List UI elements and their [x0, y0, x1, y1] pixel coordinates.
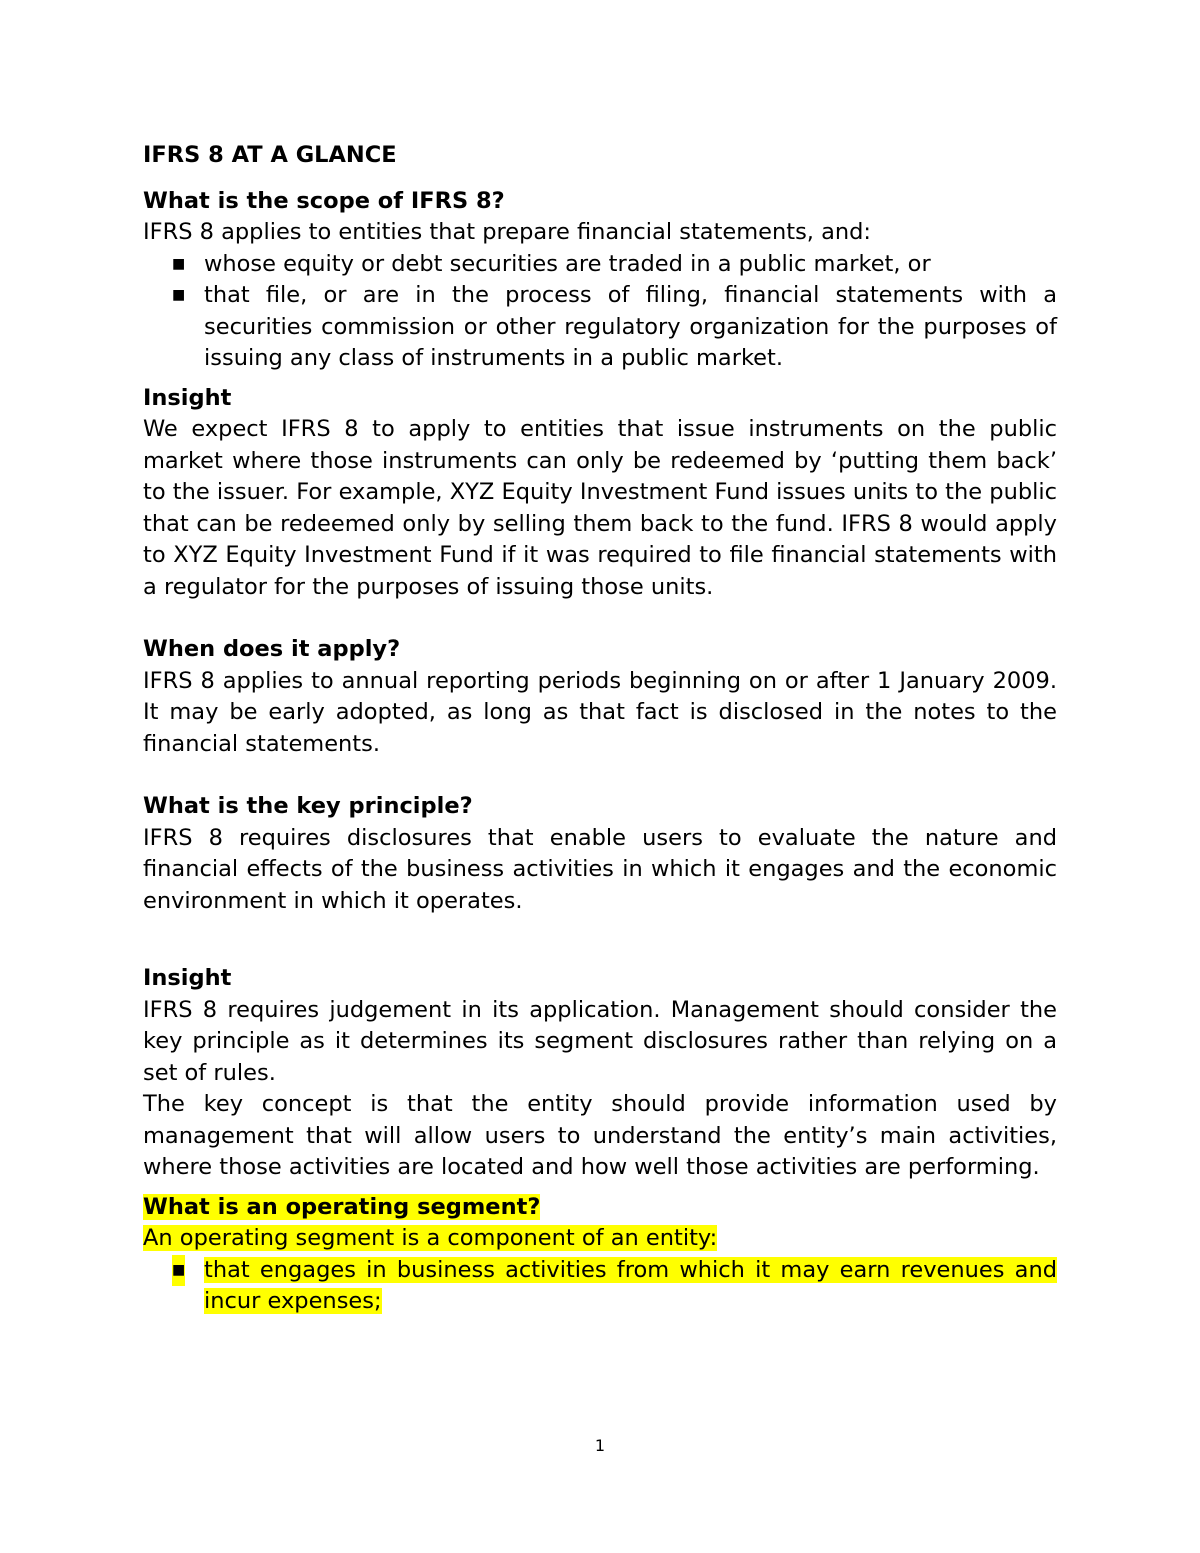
section-heading: What is the key principle? [143, 793, 473, 819]
section-heading: Insight [143, 384, 232, 411]
section-body: We expect IFRS 8 to apply to entities that issue instruments on the public market where those instruments can only be redeemed by ‘putting them back’ to the issuer. For example, XYZ Equity Investment Fund issues units to the public that can be redeemed only by selling them back to the fund. IFRS 8 would apply to XYZ Equity Investment Fund if it was required to file financial statements with a regulator for the purposes of issuing those units. [143, 416, 1057, 600]
section-heading: Insight [143, 965, 232, 991]
section-heading: When does it apply? [143, 636, 401, 662]
section-operating-segment [143, 1192, 1057, 1318]
section-heading: What is the scope of IFRS 8? [143, 187, 505, 214]
section-body: IFRS 8 requires judgement in its application. Management should consider the key principle as it determines its segment disclosures rather than relying on a set of rules. [143, 996, 1057, 1086]
section-heading-highlighted: What is an operating segment? [143, 1193, 541, 1220]
bullet-list [143, 249, 1057, 375]
section-intro: IFRS 8 applies to entities that prepare financial statements, and: [143, 219, 872, 245]
section-when-apply [143, 634, 1057, 760]
section-insight-1 [143, 383, 1057, 604]
square-bullet-icon: ■ [172, 1255, 185, 1287]
section-body: IFRS 8 requires disclosures that enable users to evaluate the nature and financial effects of the business activities in which it engages and the economic environment in which it operates. [143, 824, 1057, 914]
document-page [143, 140, 1057, 1318]
section-intro-highlighted: An operating segment is a component of an entity: [143, 1225, 718, 1251]
square-bullet-icon: ■ [172, 255, 186, 272]
page-number: 1 [594, 1436, 606, 1455]
list-item-text: that file, or are in the process of filing, financial statements with a securities commission or other regulatory organization for the purposes of issuing any class of instruments in a public market. [204, 282, 1057, 371]
document-title: IFRS 8 AT A GLANCE [143, 142, 397, 168]
section-insight-2 [143, 963, 1057, 1184]
square-bullet-icon: ■ [172, 287, 186, 303]
section-key-principle [143, 791, 1057, 917]
bullet-list [143, 1255, 1057, 1318]
list-item [143, 1255, 1057, 1318]
list-item-text: whose equity or debt securities are traded in a public market, or [204, 250, 931, 277]
list-item-text-highlighted: that engages in business activities from which it may earn revenues and incur expenses; [204, 1256, 1057, 1314]
section-scope [143, 186, 1057, 375]
section-body: The key concept is that the entity should provide information used by management that will allow users to understand the entity’s main activities, where those activities are located and how well those activities are performing. [143, 1091, 1057, 1180]
section-body: IFRS 8 applies to annual reporting periods beginning on or after 1 January 2009. It may be early adopted, as long as that fact is disclosed in the notes to the financial statements. [143, 667, 1057, 757]
list-item [143, 280, 1057, 375]
list-item [143, 249, 1057, 281]
